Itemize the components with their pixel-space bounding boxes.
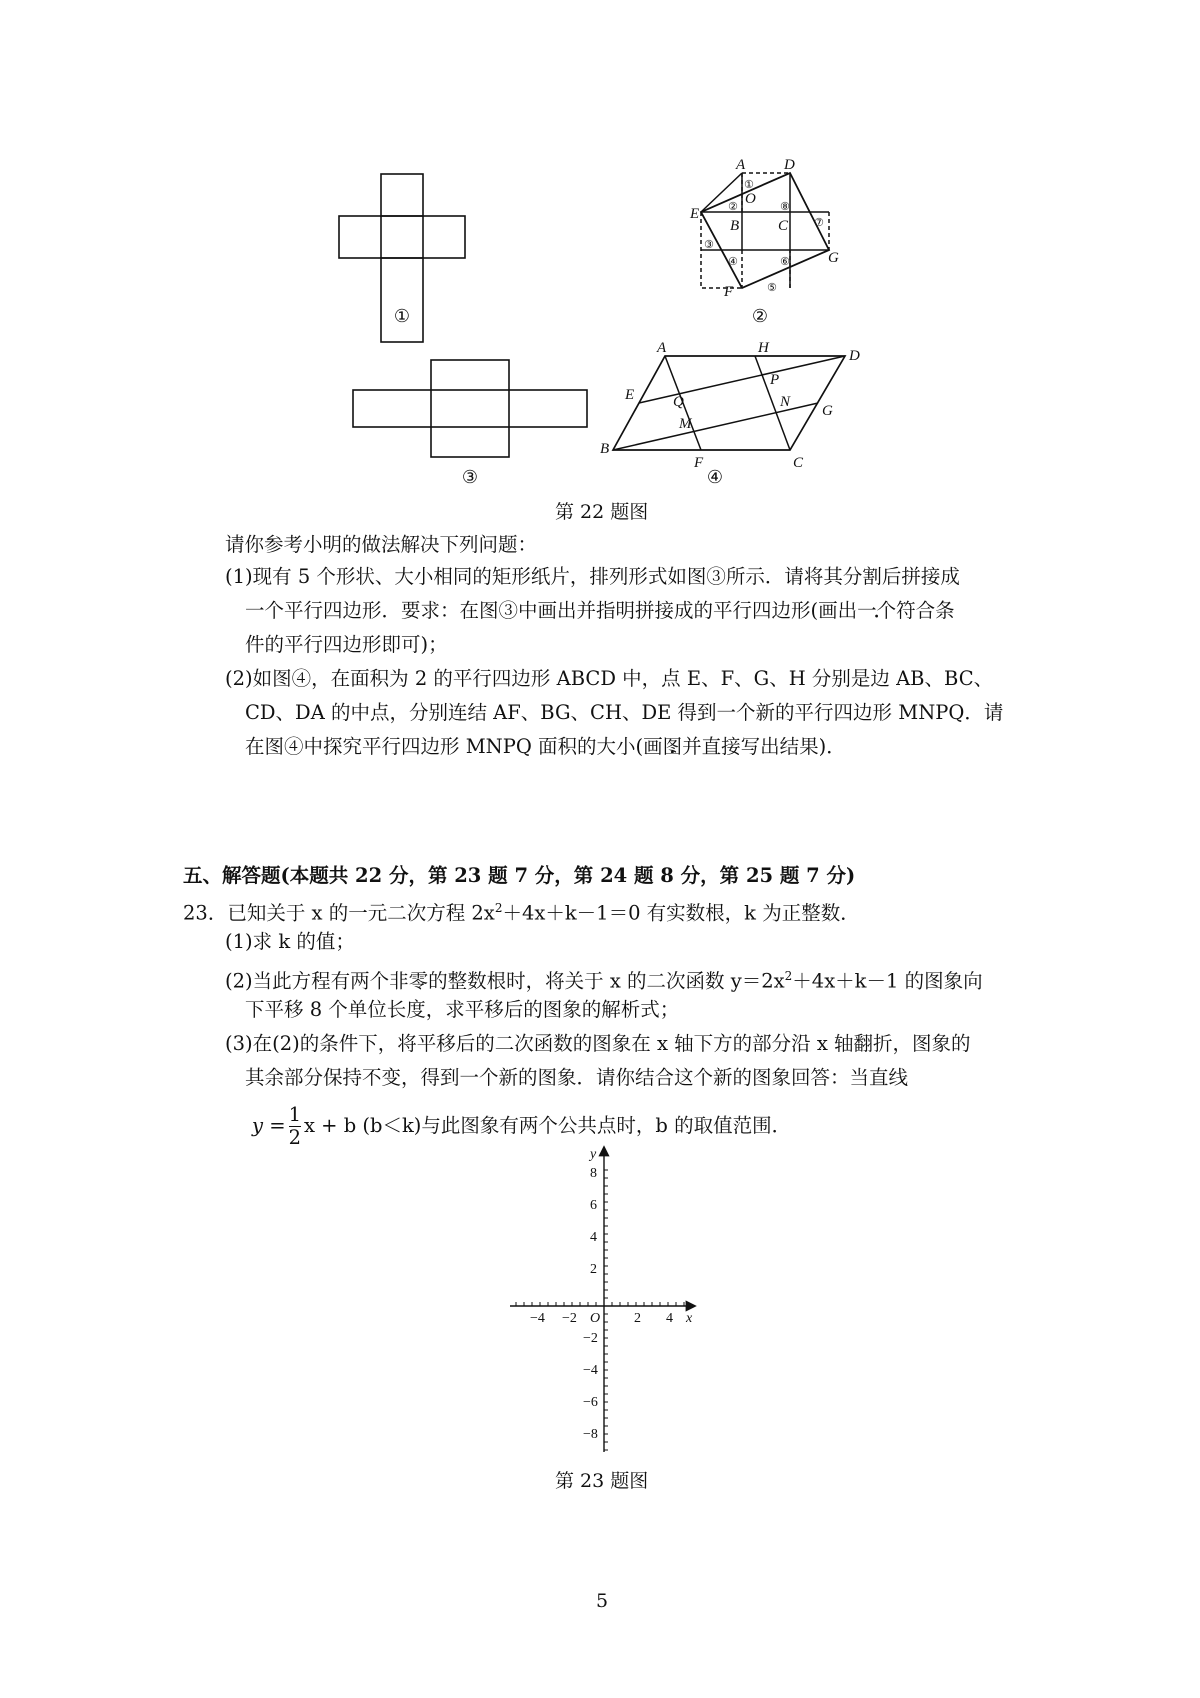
q22-part1-line1: (1)现有 5 个形状、大小相同的矩形纸片，排列形式如图③所示．请将其分割后拼接成 xyxy=(225,565,960,588)
fig2-vertex-E: E xyxy=(690,206,700,222)
q23-part3-line2: 其余部分保持不变，得到一个新的图象．请你结合这个新的图象回答：当直线 xyxy=(245,1066,909,1089)
fig2-vertex-F: F xyxy=(724,284,734,300)
fig2-vertex-B: B xyxy=(730,218,740,234)
q23-fraction-numerator: 1 xyxy=(288,1102,301,1126)
fig2-vertex-C: C xyxy=(778,218,789,234)
q22-part1-line3: 件的平行四边形即可)； xyxy=(245,633,448,656)
y-tick-neg4: −4 xyxy=(583,1363,598,1378)
y-axis-label: y xyxy=(590,1147,597,1162)
fig4-label: ④ xyxy=(706,467,724,488)
fig2-region-7: ⑦ xyxy=(814,216,824,229)
fig4-vertex-H: H xyxy=(758,340,769,356)
q22-part2-line3-text: 在图④中探究平行四边形 MNPQ 面积的大小(画 xyxy=(245,735,663,758)
y-tick-4: 4 xyxy=(590,1230,597,1245)
q23-fraction-denominator: 2 xyxy=(288,1125,301,1149)
fig4-vertex-N: N xyxy=(780,394,791,410)
q22-part2-line3-tail: 并直接写出结果)． xyxy=(682,735,846,758)
x-axis-label: x xyxy=(686,1311,693,1326)
x-tick-neg4: −4 xyxy=(530,1311,545,1326)
fig2-region-2: ② xyxy=(728,200,738,213)
fig2-region-8: ⑧ xyxy=(780,200,790,213)
q23-part3-line3-text: x + b (b＜k)与此图象有两个公共点时，b 的取值范围． xyxy=(303,1114,792,1137)
fig2-region-3: ③ xyxy=(704,238,714,251)
fig4-vertex-A: A xyxy=(657,340,667,356)
q23-part2-line1-tail: ＋4x＋k－1 的图象向 xyxy=(792,969,983,993)
fig4-vertex-E: E xyxy=(625,387,635,403)
q23-line-y: y = xyxy=(252,1114,286,1137)
fig2-region-1: ① xyxy=(744,178,754,191)
y-tick-neg8: −8 xyxy=(583,1427,598,1442)
fig4-vertex-G: G xyxy=(822,403,833,419)
fig4-vertex-F: F xyxy=(694,455,704,471)
y-tick-2: 2 xyxy=(590,1262,597,1277)
fig2-vertex-G: G xyxy=(828,250,839,266)
q23-part1: (1)求 k 的值； xyxy=(225,930,355,953)
fig2-vertex-D: D xyxy=(784,157,795,173)
q23-part2-superscript: 2 xyxy=(784,969,793,983)
y-tick-8: 8 xyxy=(590,1166,597,1181)
fig1-label: ① xyxy=(393,306,411,327)
q23-stem-superscript: 2 xyxy=(494,901,503,915)
q23-stem-tail: ＋4x＋k－1＝0 有实数根，k 为正整数． xyxy=(502,901,860,925)
y-tick-neg2: −2 xyxy=(583,1331,598,1346)
x-tick-2: 2 xyxy=(634,1311,641,1326)
q23-part2-line1-text: (2)当此方程有两个非零的整数根时，将关于 x 的二次函数 y＝2x xyxy=(225,969,785,993)
fig2-vertex-O: O xyxy=(745,191,756,207)
fig22-caption: 第 22 题图 xyxy=(555,501,649,523)
y-tick-6: 6 xyxy=(590,1198,597,1213)
q23-part2-line2: 下平移 8 个单位长度，求平移后的图象的解析式； xyxy=(245,998,680,1021)
fig4-vertex-D: D xyxy=(849,348,860,364)
q22-part2-line2: CD、DA 的中点，分别连结 AF、BG、CH、DE 得到一个新的平行四边形 MNPQ．请 xyxy=(245,701,1004,724)
fig2-region-4: ④ xyxy=(728,255,738,268)
x-tick-neg2: −2 xyxy=(562,1311,577,1326)
fig23-caption: 第 23 题图 xyxy=(555,1470,649,1492)
q22-part2-emphasis: 图 xyxy=(662,735,683,758)
fig3-label: ③ xyxy=(461,467,479,488)
fig2-region-6: ⑥ xyxy=(780,255,790,268)
fig4-vertex-C: C xyxy=(793,455,804,471)
q22-intro: 请你参考小明的做法解决下列问题： xyxy=(225,533,538,556)
fig2-region-5: ⑤ xyxy=(767,281,777,294)
q22-part1-emphasis: 一个 xyxy=(857,599,897,622)
fig4-vertex-M: M xyxy=(679,416,692,432)
q23-part3-line1: (3)在(2)的条件下，将平移后的二次函数的图象在 x 轴下方的部分沿 x 轴翻折，图象的 xyxy=(225,1032,971,1055)
fig2-vertex-A: A xyxy=(736,157,746,173)
origin-label: O xyxy=(590,1311,601,1326)
fig2-label: ② xyxy=(751,306,769,327)
y-tick-neg6: −6 xyxy=(583,1395,598,1410)
q22-part1-line2-tail: 符合条 xyxy=(896,599,955,622)
fig4-vertex-P: P xyxy=(770,372,780,388)
fig4-vertex-Q: Q xyxy=(673,394,684,410)
q22-part1-line2-text: 一个平行四边形．要求：在图③中画出并指明拼接成的平行四边形(画出 xyxy=(245,599,858,622)
x-tick-4: 4 xyxy=(666,1311,673,1326)
fig4-vertex-B: B xyxy=(600,441,610,457)
q23-stem-text: 23．已知关于 x 的一元二次方程 2x xyxy=(183,901,495,925)
q22-part2-line1: (2)如图④，在面积为 2 的平行四边形 ABCD 中，点 E、F、G、H 分别是边 AB、BC、 xyxy=(225,667,994,690)
section5-heading: 五、解答题(本题共 22 分，第 23 题 7 分，第 24 题 8 分，第 25 题 7 分) xyxy=(183,864,856,887)
page-number: 5 xyxy=(596,1590,609,1612)
